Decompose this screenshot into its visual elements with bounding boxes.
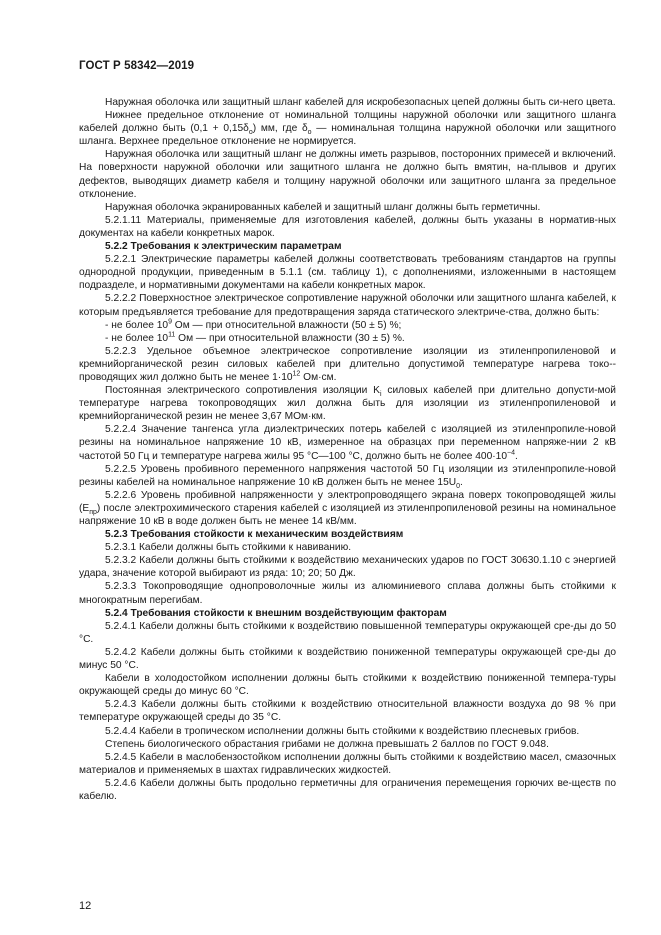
paragraph: 5.2.4.1 Кабели должны быть стойкими к воздействию повышенной температуры окружающей сре-ды до 50 °С. <box>79 620 616 645</box>
list-item: - не более $10^{11}$ Ом — при относительной влажности (30 ± 5) %. <box>105 331 405 344</box>
paragraph: 5.2.2.2 Поверхностное электрическое сопротивление наружной оболочки или защитного шланга кабелей, к которым предъявляется требование для предотвращения заряда статического электриче-ства, должно быть: <box>79 293 616 318</box>
paragraph: 5.2.3.1 Кабели должны быть стойкими к навиванию. <box>105 542 352 554</box>
paragraph: 5.2.2.4 Значение тангенса угла диэлектрических потерь кабелей с изоляцией из этиленпропиле-новой резины на номинальное напряжение 10 кВ, измеренное на образцах при переменном напряже-нии 2 кВ частотой 50 Гц и температуре нагрева жилы 95 °С—100 °С, должно быть не более $400\cdot 10^{-4}$. <box>79 424 616 462</box>
paragraph: 5.2.4.3 Кабели должны быть стойкими к воздействию относительной влажности воздуха до 98 % при температуре окружающей среды до 35 °С. <box>79 699 616 724</box>
paragraph: Постоянная электрического сопротивления изоляции $K_i$ силовых кабелей при длительно допусти-мой температуре нагрева токопроводящих жил должна быть для изоляции из этиленпропиленовой и кремнийорганической резин не менее 3,67 МОм·км. <box>79 385 616 423</box>
paragraph: 5.2.2.6 Уровень пробивной напряженности у электропроводящего экрана поверх токопроводящей жилы $(E_{пр})$ после электрохимического старения кабелей с изоляцией из этиленпропиленовой резины на номинальное напряжение 10 кВ в воде должен быть не менее 14 кВ/мм. <box>79 489 616 527</box>
section-heading: 5.2.3 Требования стойкости к механическим воздействиям <box>105 529 404 541</box>
paragraph: Наружная оболочка экранированных кабелей и защитный шланг должны быть герметичны. <box>105 201 541 213</box>
paragraph: Степень биологического обрастания грибами не должна превышать 2 баллов по ГОСТ 9.048. <box>105 738 549 750</box>
document-header: ГОСТ Р 58342—2019 <box>79 60 195 72</box>
paragraph: 5.2.2.3 Удельное объемное электрическое сопротивление изоляции из этиленпропиленовой и кремнийорганической резин силовых кабелей при длительно допустимой температуре нагрева токо-проводящих жил должно быть не менее $1\cdot 10^{12}$ Ом·см. <box>79 345 616 383</box>
section-heading: 5.2.4 Требования стойкости к внешним воздействующим факторам <box>105 607 447 619</box>
paragraph: 5.2.3.2 Кабели должны быть стойкими к воздействию механических ударов по ГОСТ 30630.1.10 с энергией удара, значение которой выбирают из ряда: 10; 20; 50 Дж. <box>79 555 616 580</box>
paragraph: 5.2.1.11 Материалы, применяемые для изготовления кабелей, должны быть указаны в норматив-ных документах на кабели конкретных марок. <box>79 214 616 239</box>
paragraph: 5.2.2.5 Уровень пробивного переменного напряжения частотой 50 Гц изоляции из этиленпропиле-новой резины кабелей на номинальное напряжение 10 кВ должен быть не менее $15U_0$. <box>79 463 616 490</box>
paragraph: Нижнее предельное отклонение от номинальной толщины наружной оболочки или защитного шланга кабелей должно быть $(0,1 + 0,15\delta_o)$ мм, где $\delta_o$ — номинальная толщина наружной оболочки или защитного шланга. Верхнее предельное отклонение не нормируется. <box>79 110 616 148</box>
paragraph: Наружная оболочка или защитный шланг кабелей для искробезопасных цепей должны быть си-него цвета. <box>105 97 616 108</box>
paragraph: 5.2.4.4 Кабели в тропическом исполнении должны быть стойкими к воздействию плесневых грибов. <box>105 725 580 737</box>
paragraph: 5.2.2.1 Электрические параметры кабелей должны соответствовать требованиям стандартов на группы однородной продукции, приведенным в 5.1.1 (см. таблицу 1), с дополнениями, изложенными в настоящем подразделе, и нормативными документами на кабели конкретных марок. <box>79 254 616 292</box>
paragraph: 5.2.4.6 Кабели должны быть продольно герметичны для ограничения перемещения горючих ве-ществ по кабелю. <box>79 777 616 802</box>
paragraph: Наружная оболочка или защитный шланг не должны иметь разрывов, посторонних примесей и включений. На поверхности наружной оболочки или защитного шланга не должно быть вмятин, на-плывов и других дефектов, выводящих диаметр кабеля и толщину наружной оболочки или защитного шланга за предельное отклонение. <box>79 149 616 200</box>
list-item: - не более $10^9$ Ом — при относительной влажности (50 ± 5) %; <box>105 318 402 331</box>
paragraph: Кабели в холодостойком исполнении должны быть стойкими к воздействию пониженной темпера-туры окружающей среды до минус 60 °С. <box>79 673 616 698</box>
paragraph: 5.2.4.5 Кабели в маслобензостойком исполнении должны быть стойкими к воздействию масел, смазочных материалов и применяемых в шахтах гидравлических жидкостей. <box>79 751 616 776</box>
section-heading: 5.2.2 Требования к электрическим параметрам <box>105 241 342 253</box>
document-body <box>79 96 616 803</box>
paragraph: 5.2.3.3 Токопроводящие однопроволочные жилы из алюминиевого сплава должны быть стойкими к многократным перегибам. <box>79 581 616 606</box>
page-number: 12 <box>79 900 92 912</box>
paragraph: 5.2.4.2 Кабели должны быть стойкими к воздействию пониженной температуры окружающей сре-ды до минус 50 °С. <box>79 646 616 672</box>
